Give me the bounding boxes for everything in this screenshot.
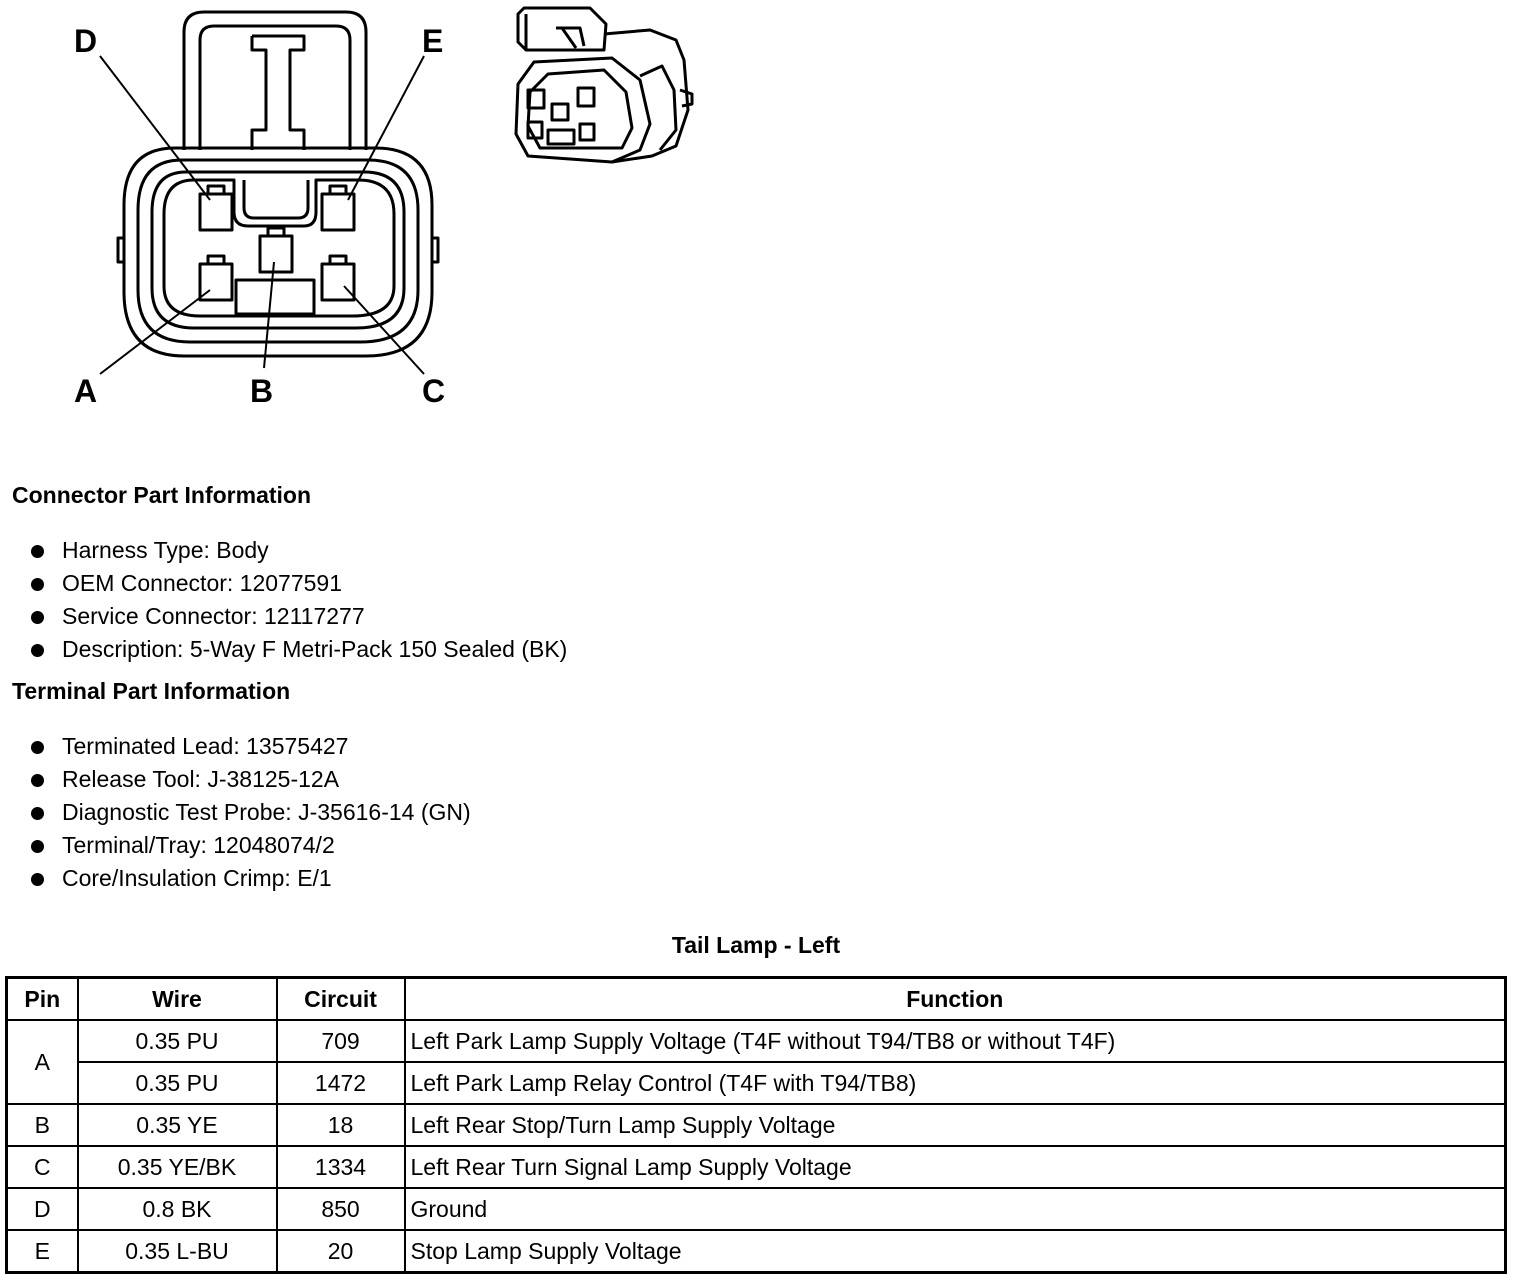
- wire-cell: 0.35 PU: [78, 1020, 277, 1062]
- list-item: Release Tool: J-38125-12A: [30, 763, 471, 796]
- list-item: OEM Connector: 12077591: [30, 567, 567, 600]
- circuit-cell: 1334: [277, 1146, 405, 1188]
- table-header-row: [7, 978, 1506, 1021]
- connector-info-title: Connector Part Information: [12, 482, 312, 508]
- cavity-d: [200, 194, 232, 230]
- bullet-icon: [31, 611, 44, 624]
- pin-label-e: E: [422, 23, 444, 59]
- function-cell: Ground: [405, 1188, 1506, 1230]
- circuit-cell: 709: [277, 1020, 405, 1062]
- bullet-icon: [31, 873, 44, 886]
- pin-cell: E: [7, 1230, 78, 1273]
- circuit-cell: 20: [277, 1230, 405, 1273]
- column-header-function: Function: [405, 978, 1506, 1021]
- wire-cell: 0.35 YE/BK: [78, 1146, 277, 1188]
- wire-cell: 0.35 PU: [78, 1062, 277, 1104]
- cavity-c: [322, 264, 354, 300]
- bullet-icon: [31, 840, 44, 853]
- terminal-info-list: [30, 730, 471, 895]
- table-row: [7, 1230, 1506, 1273]
- bullet-icon: [31, 741, 44, 754]
- list-item: Diagnostic Test Probe: J-35616-14 (GN): [30, 796, 471, 829]
- column-header-circuit: Circuit: [277, 978, 405, 1021]
- function-cell: Stop Lamp Supply Voltage: [405, 1230, 1506, 1273]
- wire-cell: 0.35 YE: [78, 1104, 277, 1146]
- pin-label-d: D: [74, 23, 98, 59]
- wire-cell: 0.8 BK: [78, 1188, 277, 1230]
- pin-cell: B: [7, 1104, 78, 1146]
- table-row: [7, 1020, 1506, 1062]
- function-cell: Left Park Lamp Supply Voltage (T4F without T94/TB8 or without T4F): [405, 1020, 1506, 1062]
- table-title: Tail Lamp - Left: [671, 932, 841, 958]
- list-item: Terminated Lead: 13575427: [30, 730, 471, 763]
- table-row: [7, 1104, 1506, 1146]
- bullet-icon: [31, 578, 44, 591]
- locking-tab: [184, 12, 366, 150]
- list-item: Terminal/Tray: 12048074/2: [30, 829, 471, 862]
- pin-cell: D: [7, 1188, 78, 1230]
- bullet-icon: [31, 545, 44, 558]
- column-header-wire: Wire: [78, 978, 277, 1021]
- table-row: [7, 1062, 1506, 1104]
- function-cell: Left Rear Turn Signal Lamp Supply Voltage: [405, 1146, 1506, 1188]
- pin-cell: A: [7, 1020, 78, 1104]
- bullet-icon: [31, 774, 44, 787]
- terminal-info-title: Terminal Part Information: [12, 678, 291, 704]
- connector-info-list: [30, 534, 567, 666]
- pin-label-c: C: [422, 373, 446, 409]
- wire-cell: 0.35 L-BU: [78, 1230, 277, 1273]
- table-row: [7, 1146, 1506, 1188]
- connector-face-diagram: [0, 0, 720, 420]
- cavity-b: [260, 236, 292, 272]
- circuit-cell: 18: [277, 1104, 405, 1146]
- table-row: [7, 1188, 1506, 1230]
- function-cell: Left Rear Stop/Turn Lamp Supply Voltage: [405, 1104, 1506, 1146]
- circuit-cell: 1472: [277, 1062, 405, 1104]
- list-item: Description: 5-Way F Metri-Pack 150 Sealed (BK): [30, 633, 567, 666]
- function-cell: Left Park Lamp Relay Control (T4F with T94/TB8): [405, 1062, 1506, 1104]
- list-item: Service Connector: 12117277: [30, 600, 567, 633]
- list-item: Harness Type: Body: [30, 534, 567, 567]
- list-item: Core/Insulation Crimp: E/1: [30, 862, 471, 895]
- bullet-icon: [31, 807, 44, 820]
- connector-isometric-view: [516, 8, 692, 162]
- pinout-table: [5, 976, 1507, 1274]
- bullet-icon: [31, 644, 44, 657]
- key-slot: [236, 280, 314, 314]
- pin-label-b: B: [250, 373, 274, 409]
- circuit-cell: 850: [277, 1188, 405, 1230]
- column-header-pin: Pin: [7, 978, 78, 1021]
- pin-label-a: A: [74, 373, 98, 409]
- pin-cell: C: [7, 1146, 78, 1188]
